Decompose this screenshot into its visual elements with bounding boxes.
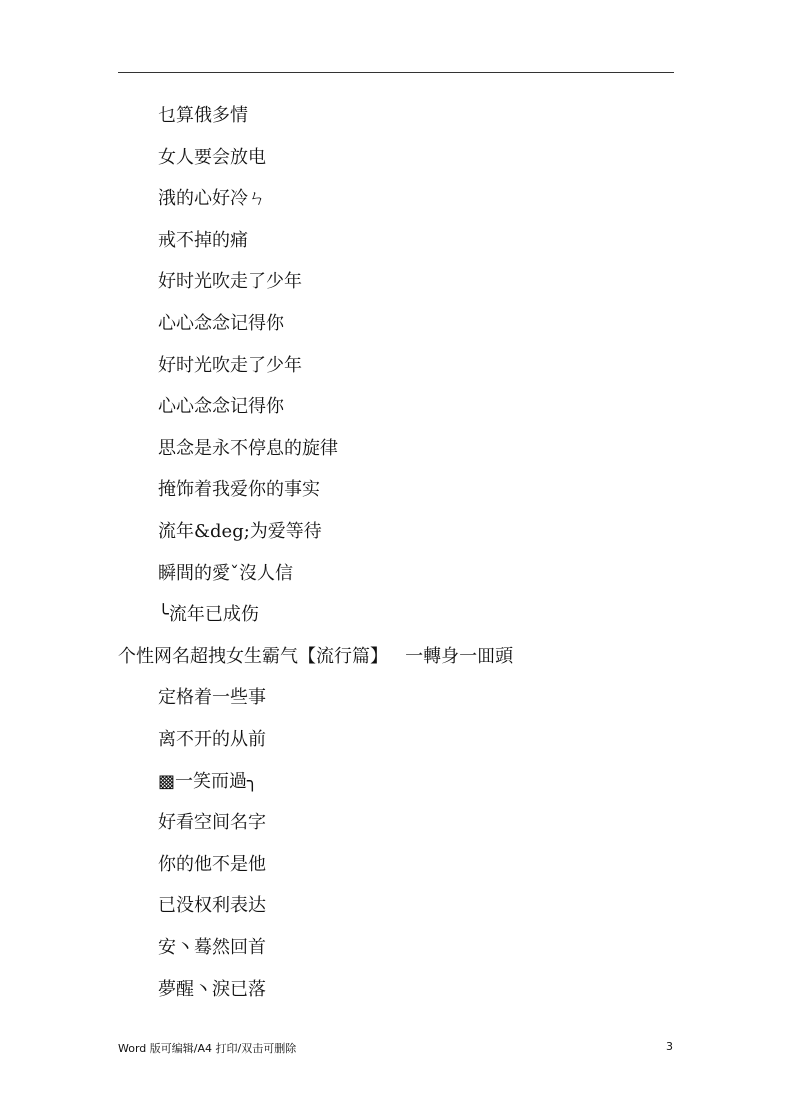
- text-line: ╰流年已成伤: [158, 604, 259, 626]
- text-line: 定格着一些事: [158, 687, 266, 709]
- text-line: 好时光吹走了少年: [158, 354, 302, 376]
- text-line: 心心念念记得你: [158, 313, 284, 334]
- header-rule: [118, 72, 674, 73]
- text-line: 心心念念记得你: [158, 396, 284, 418]
- text-line: ▩一笑而過╮: [158, 770, 258, 792]
- text-line: 你的他不是他: [158, 853, 266, 875]
- text-line: 思念是永不停息的旋律: [158, 437, 338, 459]
- text-line: 夢醒丶淚已落: [158, 978, 266, 1000]
- text-line: 乜算俄多情: [158, 105, 248, 126]
- section-heading: 个性网名超拽女生霸气【流行篇】 一轉身一囬頭: [118, 645, 514, 667]
- page-number: 3: [666, 1040, 673, 1053]
- text-line: 戒不掉的痛: [158, 229, 248, 251]
- text-line: 已没权利表达: [158, 895, 266, 917]
- footer-note: Word 版可编辑/A4 打印/双击可删除: [118, 1042, 297, 1055]
- text-line: 瞬間的愛ˇ沒人信: [158, 562, 293, 584]
- text-line: 好看空间名字: [158, 812, 266, 834]
- text-line: 掩饰着我爱你的事实: [158, 479, 320, 501]
- text-line: 安丶蓦然回首: [158, 937, 266, 958]
- text-line: 好时光吹走了少年: [158, 271, 302, 293]
- text-line: 女人要会放电: [158, 146, 266, 168]
- text-line: 涐的心好冷ㄣ: [158, 188, 266, 210]
- text-line: 流年&deg;为爱等待: [158, 521, 322, 542]
- text-line: 离不开的从前: [158, 729, 266, 750]
